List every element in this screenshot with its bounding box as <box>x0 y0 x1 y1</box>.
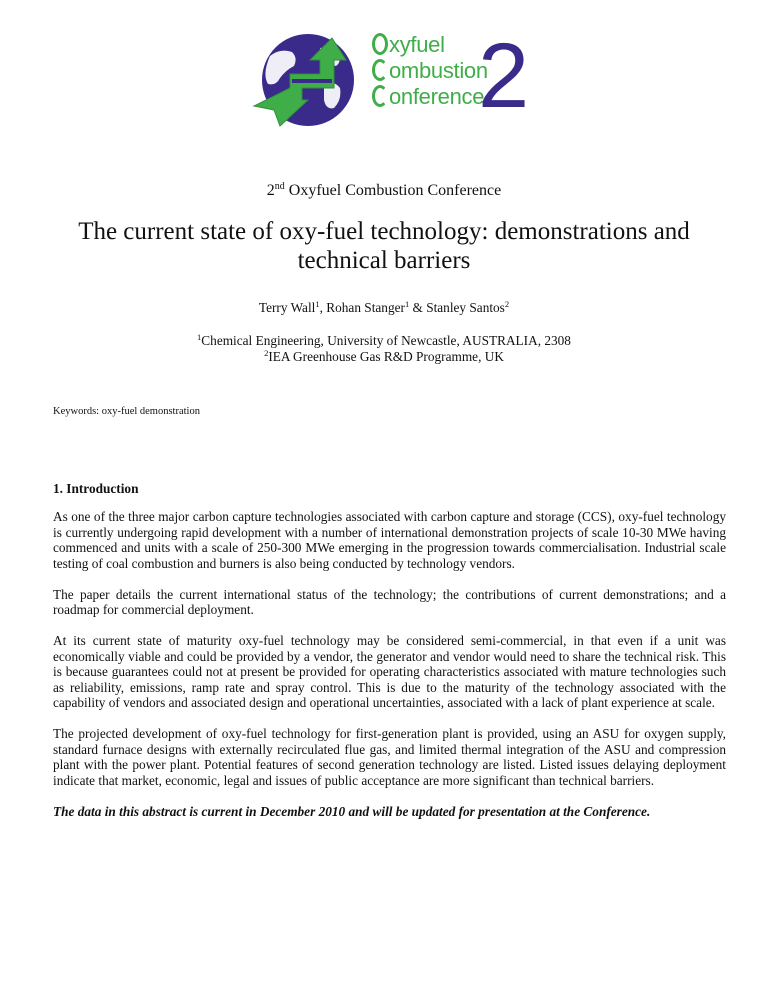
logo-wordmark <box>372 32 488 110</box>
author-name: Stanley Santos <box>426 300 505 315</box>
logo-cap-o <box>372 33 388 55</box>
affiliation-mark: 1 <box>404 299 410 309</box>
paper-title: The current state of oxy-fuel technology: demonstrations and technical barriers <box>78 218 690 274</box>
section-body <box>53 509 726 835</box>
affiliation-mark: 1 <box>315 299 320 309</box>
affiliation-2: $^2$IEA Greenhouse Gas R&D Programme, UK <box>264 348 504 364</box>
paragraph: As one of the three major carbon capture technologies associated with carbon capture and storage (CCS), oxy-fuel technology is currently undergoing rapid development with a number of international demonstration projects of scale 10-30 MWe having commenced and units with a scale of 250-300 MWe emerging in the progression towards commercialisation. Industrial scale testing of coal combustion and burners is also being conducted by technology vendors. <box>53 509 726 571</box>
affiliation-1: $^1$Chemical Engineering, University of Newcastle, AUSTRALIA, 2308 <box>197 332 571 348</box>
affiliation-mark: 2 <box>504 299 510 309</box>
author-list: Terry Wall$^1$, Rohan Stanger$^1$ & Stanley Santos$^2$ <box>258 299 510 315</box>
section-heading: 1. Introduction <box>53 481 139 496</box>
logo-cap-c <box>372 85 388 107</box>
logo-number: 2 <box>478 25 530 127</box>
logo-line-oxyfuel: xyfuel <box>372 32 488 58</box>
keywords: Keywords: oxy-fuel demonstration <box>53 406 200 417</box>
paragraph: At its current state of maturity oxy-fuel technology may be considered semi-commercial, in that even if a unit was economically viable and could be provided by a vendor, the generator and vendor would need to share the technical risk. This is because guarantees could not at present be provided for operating characteristics associated with mature technologies such as reliability, emissions, ramp rate and spray control. This is due to the maturity of the technology associated with the capability of vendors and associated design and operational uncertainties, associated with a lack of plant experience at scale. <box>53 633 726 710</box>
conference-logo <box>250 25 530 130</box>
logo-line-combustion: ombustion <box>372 58 488 84</box>
paragraph: The projected development of oxy-fuel technology for first-generation plant is provided, using an ASU for oxygen supply, standard furnace designs with externally recirculated flue gas, and limited thermal integration of the ASU and compression plant with the power plant. Potential features of second generation technology are listed. Listed issues delaying deployment indicate that market, economic, legal and issues of public acceptance are more significant than technical barriers. <box>53 726 726 788</box>
paragraph: The paper details the current international status of the technology; the contributions of current demonstrations; and a roadmap for commercial deployment. <box>53 586 726 617</box>
conference-name: 2nd Oxyfuel Combustion Conference <box>266 181 502 199</box>
logo-cap-c <box>372 59 388 81</box>
logo-line-conference: onference <box>372 84 488 110</box>
affiliations <box>0 333 768 365</box>
author-name: Terry Wall <box>258 300 316 315</box>
data-currency-note: The data in this abstract is current in December 2010 and will be updated for presentation at the Conference. <box>53 803 651 819</box>
globe-with-green-arrows-icon <box>250 26 368 130</box>
author-name: Rohan Stanger <box>326 300 405 315</box>
